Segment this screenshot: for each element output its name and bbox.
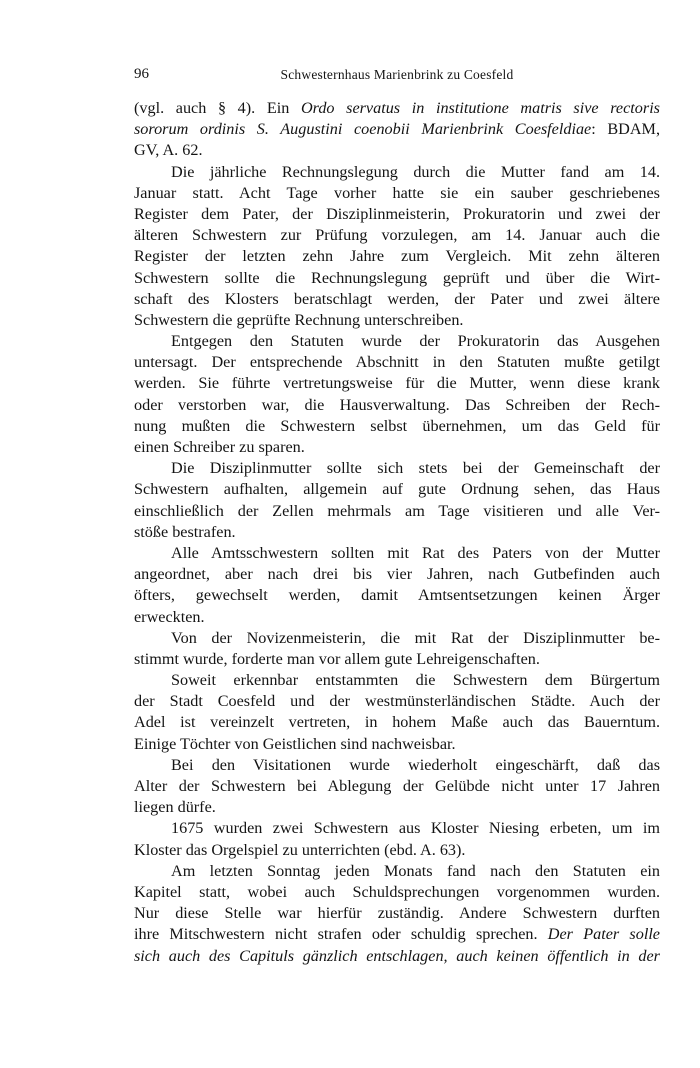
text-line: öfters, gewechselt werden, damit Amtsentsetzungen keinen Ärger xyxy=(134,586,660,605)
text-line: Soweit erkennbar entstammten die Schwestern dem Bürgertum xyxy=(171,671,660,690)
text-line: oder verstorben war, die Hausverwaltung. Das Schreiben der Rech- xyxy=(134,395,660,414)
text-line: Kloster das Orgelspiel zu unterrichten (ebd. A. 63). xyxy=(134,840,466,859)
text-line: Januar statt. Acht Tage vorher hatte sie ein sauber geschriebenes xyxy=(134,183,660,202)
text-line: Nur diese Stelle war hierfür zuständig. Andere Schwestern durften xyxy=(134,904,660,923)
text-line: werden. Sie führte vertretungsweise für die Mutter, wenn diese krank xyxy=(134,374,660,393)
text-line: sororum ordinis S. Augustini coenobii Marienbrink Coesfeldiae: BDAM, xyxy=(134,120,660,139)
text-line: stöße bestrafen. xyxy=(134,522,236,541)
text-line: untersagt. Der entsprechende Abschnitt in den Statuten mußte getilgt xyxy=(134,353,660,372)
text-line: älteren Schwestern zur Prüfung vorzulegen, am 14. Januar auch die xyxy=(134,226,660,245)
text-line: liegen dürfe. xyxy=(134,798,216,817)
text-line: angeordnet, aber nach drei bis vier Jahren, nach Gutbefinden auch xyxy=(134,565,660,584)
text-line: Bei den Visitationen wurde wiederholt eingeschärft, daß das xyxy=(171,755,660,774)
text-line: einen Schreiber zu sparen. xyxy=(134,438,305,456)
text-line: Einige Töchter von Geistlichen sind nachweisbar. xyxy=(134,734,456,753)
text-line: der Stadt Coesfeld und der westmünsterländischen Städte. Auch der xyxy=(134,692,660,711)
text-line: erweckten. xyxy=(134,607,205,626)
text-line: Register der letzten zehn Jahre zum Vergleich. Mit zehn älteren xyxy=(134,247,660,266)
text-line: (vgl. auch § 4). Ein Ordo servatus in institutione matris sive rectoris xyxy=(134,99,660,117)
text-line: ihre Mitschwestern nicht strafen oder schuldig sprechen. Der Pater solle xyxy=(134,925,660,944)
text-line: sich auch des Capituls gänzlich entschlagen, auch keinen öffentlich in der xyxy=(134,946,660,965)
text-line: Alle Amtsschwestern sollten mit Rat des Paters von der Mutter xyxy=(171,543,660,562)
text-line: Kapitel statt, wobei auch Schuldsprechungen vorgenommen wurden. xyxy=(134,882,660,901)
text-line: Alter der Schwestern bei Ablegung der Gelübde nicht unter 17 Jahren xyxy=(134,777,660,795)
text-line: Von der Novizenmeisterin, die mit Rat der Disziplinmutter be- xyxy=(171,628,660,647)
text-line: GV, A. 62. xyxy=(134,141,203,160)
page-number: 96 xyxy=(134,66,149,82)
text-line: nung mußten die Schwestern selbst übernehmen, um das Geld für xyxy=(134,416,660,435)
body-text xyxy=(134,98,660,967)
text-line: Die Disziplinmutter sollte sich stets bei der Gemeinschaft der xyxy=(171,459,660,478)
text-line: Am letzten Sonntag jeden Monats fand nach den Statuten ein xyxy=(171,861,660,880)
text-line: Schwestern aufhalten, allgemein auf gute Ordnung sehen, das Haus xyxy=(134,480,660,499)
text-line: Die jährliche Rechnungslegung durch die Mutter fand am 14. xyxy=(171,162,660,181)
text-line: 1675 wurden zwei Schwestern aus Kloster Niesing erbeten, um im xyxy=(171,819,660,838)
text-line: stimmt wurde, forderte man vor allem gute Lehreigenschaften. xyxy=(134,649,540,668)
text-line: einschließlich der Zellen mehrmals am Tage visitieren und alle Ver- xyxy=(134,501,660,520)
page-header xyxy=(134,66,660,86)
text-line: Entgegen den Statuten wurde der Prokuratorin das Ausgehen xyxy=(171,332,660,351)
text-line: Schwestern sollte die Rechnungslegung geprüft und über die Wirt- xyxy=(134,268,660,287)
running-title: Schwesternhaus Marienbrink zu Coesfeld xyxy=(280,67,514,82)
text-line: Schwestern die geprüfte Rechnung unterschreiben. xyxy=(134,310,464,329)
text-line: Adel ist vereinzelt vertreten, in hohem Maße auch das Bauerntum. xyxy=(134,713,660,732)
text-line: schaft des Klosters beratschlagt werden, der Pater und zwei ältere xyxy=(134,289,660,308)
text-line: Register dem Pater, der Disziplinmeisterin, Prokuratorin und zwei der xyxy=(134,204,660,223)
